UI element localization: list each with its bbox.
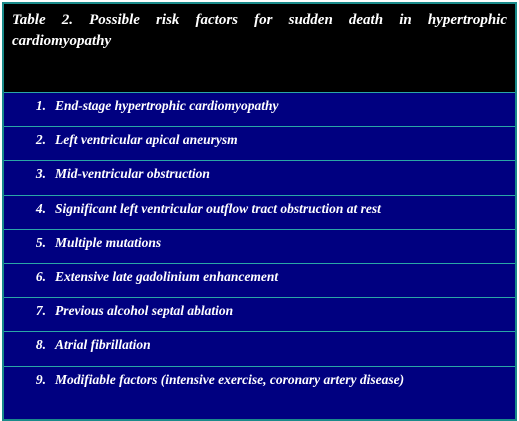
row-number: 8. <box>35 337 46 353</box>
row-label: Previous alcohol septal ablation <box>55 303 234 319</box>
row-number: 3. <box>35 166 46 182</box>
row-number: 7. <box>35 303 46 319</box>
row-number: 5. <box>35 234 46 250</box>
row-number: 6. <box>35 268 46 284</box>
row-label: Left ventricular apical aneurysm <box>55 132 238 148</box>
table-row <box>4 332 515 366</box>
table-row <box>4 93 515 127</box>
row-label: Modifiable factors (intensive exercise, coronary artery disease) <box>55 371 405 387</box>
table-row <box>4 127 515 161</box>
table-row <box>4 230 515 264</box>
risk-factors-table <box>2 2 517 421</box>
table-row <box>4 196 515 230</box>
row-label: End-stage hypertrophic cardiomyopathy <box>55 98 279 113</box>
row-number: 2. <box>35 132 46 148</box>
table-row <box>4 298 515 332</box>
table-header <box>4 4 515 93</box>
row-label: Mid-ventricular obstruction <box>55 166 210 182</box>
table-row <box>4 161 515 195</box>
row-number: 4. <box>35 200 46 216</box>
row-label: Multiple mutations <box>55 234 162 250</box>
table-row <box>4 264 515 298</box>
table-body <box>4 93 515 401</box>
row-label: Significant left ventricular outflow tract obstruction at rest <box>55 200 381 216</box>
table-row <box>4 367 515 401</box>
row-number: 1. <box>35 98 46 113</box>
row-number: 9. <box>35 371 46 387</box>
row-label: Extensive late gadolinium enhancement <box>55 268 279 284</box>
row-label: Atrial fibrillation <box>55 337 151 353</box>
table-title: Table 2. Possible risk factors for sudden death in hypertrophic cardiomyopathy <box>12 12 507 49</box>
